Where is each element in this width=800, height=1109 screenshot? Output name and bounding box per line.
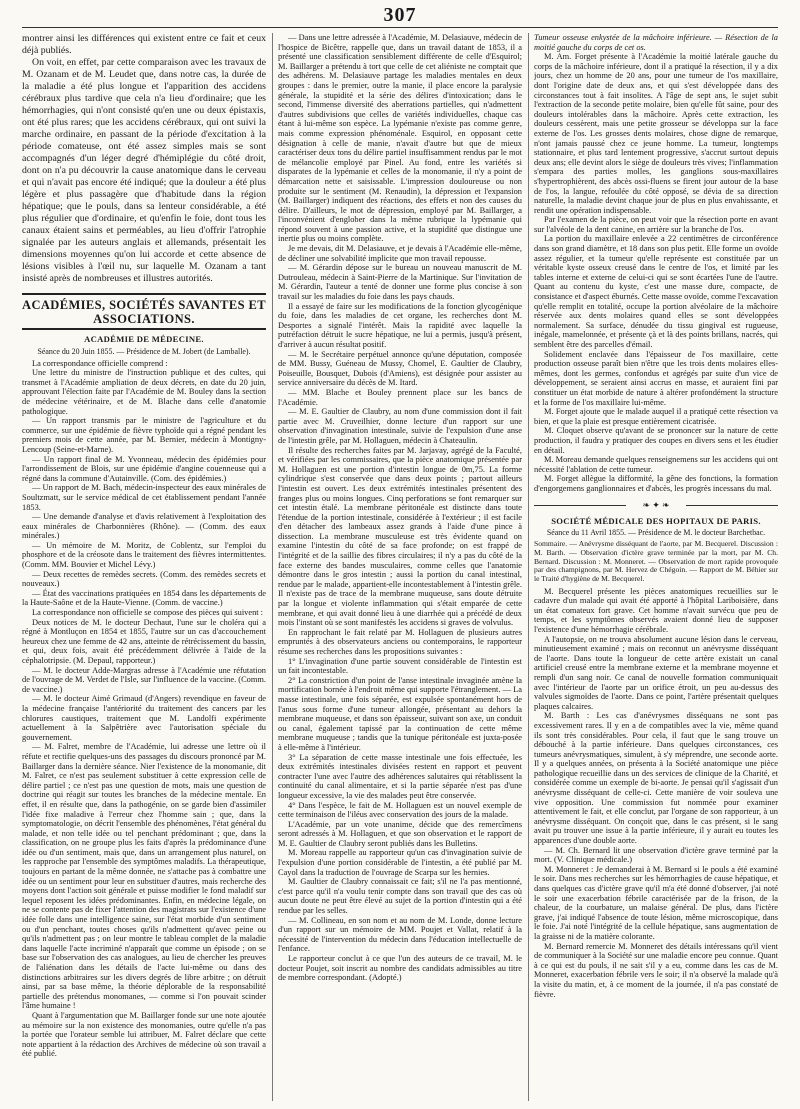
column-rule <box>528 33 529 1101</box>
column-middle <box>278 33 522 1101</box>
paragraph: 3° La séparation de cette masse intestinale une fois effectuée, les deux extrémités intestinales divisées restent en rapport et peuvent contracter l'une avec l'autre des adhérences salutaires qui rétablissent la continuité du canal alimentaire, et si la partie séparée n'est pas d'une longueur excessive, la vie des malades peut être conservée. <box>278 752 522 800</box>
paragraph: M. Cloquet observe qu'avant de se prononcer sur la nature de cette production, il faudra y pratiquer des coupes en divers sens et les étudier en détail. <box>534 426 778 455</box>
session-line: Séance du 20 Juin 1855. — Présidence de M. Jobert (de Lamballe). <box>37 346 251 356</box>
paragraph: — MM. Blache et Bouley prennent place sur les bancs de l'Académie. <box>278 387 522 407</box>
paragraph: M. Becquerel présente les pièces anatomiques recueillies sur le cadavre d'un malade qui avait été apporté à l'hôpital Lariboisière, dans un état comateux fort grave. Cet homme n'avait survécu que peu de temps, et les symptômes observés avaient donné lieu de supposer l'existence d'une hémorrhagie cérébrale. <box>534 586 778 634</box>
paragraph: — Un rapport final de M. Yvonneau, médecin des épidémies pour l'arrondissement de Blois, sur une épidémie d'angine couenneuse qui a régné dans la commune d'Autainville. (Com. des épidémies.) <box>22 454 266 483</box>
paragraph: M. Forget ajoute que le malade auquel il a pratiqué cette résection va bien, et que la plaie est presque entièrement cicatrisée. <box>534 407 778 426</box>
paragraph: En rapprochant le fait relaté par M. Hollaguen de plusieurs autres empruntés à des observateurs anciens ou contemporains, le rapporteur résume ses recherches dans les propositions suivantes : <box>278 627 522 656</box>
paragraph: — Deux recettes de remèdes secrets. (Comm. des remèdes secrets et nouveaux.) <box>22 569 266 589</box>
top-rule <box>22 27 778 28</box>
paragraph: La correspondance non officielle se compose des pièces qui suivent : <box>32 608 264 618</box>
paragraph-list <box>534 33 778 494</box>
paragraph: M. Gaultier de Claubry connaissait ce fait; s'il ne l'a pas mentionné, c'est parce qu'il n'a voulu tenir compte dans son travail que des cas où aucun doute ne peut être élevé au sujet de la portion d'intestin qui a été rendue par les selles. <box>278 877 522 916</box>
paragraph: Tumeur osseuse enkystée de la mâchoire inférieure. — Résection de la moitié gauche du corps de cet os. <box>534 33 778 52</box>
paragraph: — M. le Secrétaire perpétuel annonce qu'une députation, composée de MM. Bussy, Guéneau de Mussy, Chomel, E. Gaultier de Claubry, Poiseuille, Bousquet, Dubois (d'Amiens), est désignée pour assister au service anniversaire du décès de M. Itard. <box>278 349 522 388</box>
paragraph: Il résulte des recherches faites par M. Jarjavay, agrégé de la Faculté, et vérifiées par les commissaires, que la pièce anatomique présentée par M. Hollaguen est une portion d'intestin longue de 0m,75. La forme cylindrique s'est conservée que dans deux points ; partout ailleurs l'intestin est ouvert. Les deux extrémités intestinales présentent des franges plus ou moins longues. Cinq perforations se font remarquer sur cet intestin étalé. La membrane péritonéale est distincte dans toute l'étendue de la portion intestinale, considérée à l'extérieur ; il est facile d'en détacher des lambeaux assez grands à l'aide d'une pince à dissection. La membrane musculeuse est très évidente quand on examine l'intestin du côté de sa face profonde; on est frappé de l'intégrité et de la saillie des fibres circulaires; il n'y a pas du côté de la face externe des bandes musculaires, comme celles que l'anatomie démontre dans le gros intestin ; aussi la portion du canal intestinal, rendue par le malade, appartient-elle incontestablement à l'intestin grêle. Il n'existe pas de trace de la membrane muqueuse, sans doute détruite par la longue et violente inflammation qui s'était emparée de cette membrane, et qui avait donné lieu à une diarrhée qui a précédé de deux mois l'instant où se sont manifestés les accidens si graves de volvulus. <box>278 445 522 628</box>
paragraph: — M. Gérardin dépose sur le bureau un nouveau manuscrit de M. Dutrouleau, médecin à Saint-Pierre de la Martinique. Sur l'invitation de M. Gérardin, l'auteur a tenté de donner une forme plus concise à son travail sur les maladies du foie dans les pays chauds. <box>278 263 522 302</box>
column-rule <box>272 33 273 1101</box>
paragraph: Solidement enclavée dans l'épaisseur de l'os maxillaire, cette production osseuse paraît bien n'être que les trois dents molaires elles-mêmes, dont les germes, confondus et agrégés par suite d'un vice de développement, se seraient ainsi accrus en masse, et auraient fini par constituer un état morbide de nature à altérer profondément la structure et la forme de l'os maxillaire lui-même. <box>534 349 778 407</box>
paragraph: — Un rapport transmis par le ministre de l'agriculture et du commerce, sur une épidémie de fièvre typhoïde qui a régné pendant les premiers mois de cette année, par M. Bernier, médecin à Montigny-Lencoup (Seine-et-Marne). <box>22 416 266 454</box>
summary: Sommaire. — Anévrysme disséquant de l'aorte, par M. Becquerel. Discussion : M. Barth. — Observation d'ictère grave terminée par la mort, par M. Ch. Bernard. Discussion : M. Monneret. — Observation de mort rapide provoquée par des champignons, par M. Hervez de Chégoin. — Rapport de M. Béhier sur le Traité d'hygiène de M. Becquerel. <box>534 539 778 583</box>
paragraph: Deux notices de M. le docteur Dechaut, l'une sur le choléra qui a régné à Montluçon en 1854 et 1855, l'autre sur un cas d'accouchement heureux chez une femme de 42 ans, atteinte de rétrécissement du bassin, et qui, deux fois, avait été précédemment délivrée à l'aide de la céphalotripsie. (M. Depaul, rapporteur.) <box>22 617 266 665</box>
paragraph: — Un rapport de M. Bach, médecin-inspecteur des eaux minérales de Soultzmatt, sur le service médical de cet établissement pendant l'année 1853. <box>22 483 266 512</box>
paragraph: — M. Collineau, en son nom et au nom de M. Londe, donne lecture d'un rapport sur un mémoire de MM. Poujet et Vallat, relatif à la nécessité de l'intervention du médecin dans l'éducation intellectuelle de l'enfance. <box>278 915 522 954</box>
column-left <box>22 33 266 1101</box>
paragraph: — Une demande d'analyse et d'avis relativement à l'exploitation des eaux minérales de Charbonnières (Rhône). — (Comm. des eaux minérales.) <box>22 512 266 541</box>
paragraph: M. Am. Forget présente à l'Académie la moitié latérale gauche du corps de la mâchoire inférieure, dont il a pratiqué la résection, il y a dix jours, chez un homme de 20 ans, pour une tumeur de l'os maxillaire, dont l'origine date de deux ans, et qui s'est développée dans des circonstances tout à fait insolites. A l'âge de sept ans, le sujet subit l'extraction de la seconde petite molaire, bien qu'elle fût saine, pour des douleurs intolérables dans la mâchoire. Après cette extraction, les douleurs cessèrent, mais une petite grosseur se développa sur la face externe de l'os. Les grosses dents molaires, chose digne de remarque, n'ont jamais paussé chez ce jeune homme. La tumeur, longtemps stationnaire, et plus tard lentement progressive, s'accrut surtout depuis deux ans; elle devint alors le siège de douleurs très vives; l'inflammation s'empara des parties molles, les ganglions sous-maxillaires s'hypertrophièrent, des abcès ossi-fluens se firent jour autour de la base de l'os, la langue, refoulée du côté opposé, se dévia de sa direction naturelle, la maladie devint chaque jour de plus en plus envahissante, et rendit une opération indispensable. <box>534 52 778 215</box>
paragraph: — M. Ch. Bernard lit une observation d'ictère grave terminé par la mort. (V. Clinique médicale.) <box>534 845 778 865</box>
subsection-title: ACADÉMIE DE MÉDECINE. <box>84 334 204 344</box>
paragraph: La portion du maxillaire enlevée a 22 centimètres de circonférence dans son grand diamètre, et 18 dans son plus petit. Elle forme un ovoïde assez régulier, et la tumeur qu'elle représente est constituée par un véritable kyste osseux creusé dans le centre de l'os, et limité par les tables interne et externe de celui-ci qui se sont écartées l'une de l'autre. Quant au contenu du kyste, c'est une masse dure, compacte, de consistance et d'aspect éburnés. Cette masse ovoïde, comme l'excavation qu'elle remplit en totalité, occupe la portion alvéolaire de la mâchoire réservée aux dents molaires quand elles se sont développées normalement. Sa surface, dénudée du tissu gingival est rugueuse, inégale, mamelonnée, et présente çà et là des points brillans, nacrés, qui semblent être des parcelles d'émail. <box>534 234 778 349</box>
paragraph: 4° Dans l'espèce, le fait de M. Hollaguen est un nouvel exemple de cette terminaison de l'iléus avec conservation des jours de la malade. <box>278 800 522 820</box>
paragraph-list <box>278 33 522 983</box>
paragraph: — Dans une lettre adressée à l'Académie, M. Delasiauve, médecin de l'hospice de Bicêtre, rappelle que, dans un travail datant de 1853, il a présenté une classification sensiblement différente de celle d'Esquirol; M. Baillarger a prétendu à tort que celle de cet aliéniste ne comptait que des adhérens. M. Delasiauve partage les maladies mentales en deux groupes : dans le premier, outre la manie, il place encore la paralysie générale, la stupidité et la série des délires d'intoxication; dans le second, l'immense diversité des aberrations partielles, qui n'admettent d'autres subdivisions que celles de variétés individuelles, chaque cas étant à lui-même son espèce. La lypémanie n'existe pas comme genre, mais comme expression phénoménale. Esquirol, en opposant cette désignation à celle de manie, n'avait d'autre but que de mieux caractériser deux tons du délire partiel insuffisamment rendus par le mot de mélancolie employé par Pinel. Au fond, entre les variétés si disparates de la lypémanie et celles de la monomanie, il n'y a point de démarcation nette et saisissable. L'impression douloureuse ou non produite sur le sentiment (M. Renaudin), la dépression et l'expansion (M. Baillarger) indiquent des réactions, des effets et non des causes du délire. D'ailleurs, le mot de dépression, employé par M. Baillarger, a l'inconvénient d'englober dans la même rubrique la lypémanie qui répond souvent à une passion active, et la stupidité que distingue une inertie plus ou moins complète. <box>278 33 522 244</box>
paragraph: montrer ainsi les différences qui existent entre ce fait et ceux déjà publiés. <box>22 33 266 56</box>
section-title: ACADÉMIES, SOCIÉTÉS SAVANTES ET ASSOCIATIONS. <box>22 293 266 330</box>
paragraph: — M. Falret, membre de l'Académie, lui adresse une lettre où il réfute et rectifie quelques-uns des passages du discours prononcé par M. Baillarger dans la dernière séance. Nier l'existence de la monomanie, dit M. Falret, ce n'est pas seulement substituer à cette expression celle de délire partiel ; ce n'est pas une question de mots, mais une question de doctrine qui réagit sur toutes les branches de la médecine mentale. En effet, il en résulte que, dans la pathogénie, on se garde bien d'assimiler l'idée fixe maladive à l'erreur chez l'homme sain ; que, dans la symptomatologie, on décrit l'ensemble des phénomènes, l'état général du malade, et non telle idée ou tel penchant prédominant ; que, dans la classification, on ne groupe plus les faits d'après la prédominance d'une idée ou d'un sentiment, mais que, dans un arrangement plus naturel, on les rapproche par l'ensemble des symptômes maladifs. La thérapeutique, toujours en partant de la même donnée, ne s'attache pas à combattre une idée ou un sentiment pour leur en substituer d'autres, mais recherche des moyens dont l'action soit générale et puisse modifier le fond maladif sur lequel reposent les idées prédominantes. Enfin, en médecine légale, on ne se contente pas de fixer l'attention des magistrats sur l'existence d'une idée folle dans une intelligence saine, sur l'état morbide d'un sentiment ou d'un penchant, toutes choses qu'ils n'admettent qu'avec peine ou qu'ils n'admettent pas ; on leur montre le tableau complet de la maladie dans laquelle l'acte incriminé n'apparaît que comme un épisode ; on se base sur l'observation des cas analogues, au lieu de chercher les preuves de l'aliénation dans les détails de l'acte lui-même ou dans des distinctions arbitraires sur les divers degrés de libre arbitre ; on détruit ainsi, par sa base même, la théorie déplorable de la responsabilité partielle des prétendus monomanes, — comme si l'on pouvait scinder l'âme humaine ! <box>22 742 266 1011</box>
paragraph: — M. E. Gaultier de Claubry, au nom d'une commission dont il fait partie avec M. Cruveilhier, donne lecture d'un rapport sur une observation d'invagination intestinale, suivie de l'expulsion d'une anse de l'intestin grêle, par M. Hollaguen, médecin à Chateaulin. <box>278 407 522 445</box>
paragraph: — M. le docteur Adde-Margras adresse à l'Académie une réfutation de l'ouvrage de M. Verdet de l'Isle, sur l'influence de la vaccine. (Comm. de vaccine.) <box>22 665 266 694</box>
paragraph: M. Barth : Les cas d'anévrysmes disséquans ne sont pas excessivement rares. Il y en a de compatibles avec la vie, même quand ils sont très considérables. Pour cela, il faut que le sang trouve un débouché à la partie inférieure. Dans quelques circonstances, ces tumeurs anévrysmatiques, simulent, à s'y méprendre, une seconde aorte. Il y a quelques années, on présenta à la Société anatomique une pièce pathologique recueillie dans un des services de clinique de la Charité, et considérée comme un exemple de bi-aorte. Je pensai qu'il s'agissait d'un anévrysme disséquant de celle-ci. Cette manière de voir souleva une vive opposition. Une commission fut nommée pour examiner attentivement le fait, et elle conclut, par l'organe de son rapporteur, à un anévrysme disséquant. On conçoit que, dans le cas présent, si le sang avait pu trouver une issue à la partie inférieure, il y aurait eu toutes les apparences d'une double aorte. <box>534 711 778 846</box>
paragraph: On voit, en effet, par cette comparaison avec les travaux de M. Ozanam et de M. Leudet que, dans notre cas, la durée de la maladie a été plus longue et l'apparition des accidens cérébraux plus tardive que cela n'a lieu d'ordinaire; que les hémorrhagies, qui n'ont consisté qu'en une ou deux épistaxis, ont été plus rares; que les accidens cérébraux, qui ont suivi la marche ordinaire, en passant de la période d'excitation à la période comateuse, ont été assez simples mais se sont accompagnés d'un léger degré d'hémiplégie du côté droit, dont on n'a pu découvrir la cause anatomique dans le cerveau et qui n'avait pas encore été indiqué; que la douleur a été plus légère et plus passagère que d'habitude dans la région hépatique; que le pouls, dans sa lenteur considérable, a été plus régulier que d'ordinaire, et qu'enfin le foie, dont tous les canaux étaient sains et perméables, au lieu d'offrir l'atrophie signalée par les auteurs anglais et allemands, présentait les dimensions moyennes qu'on lui accorde et cette absence de lésions visibles à l'œil nu, sur laquelle M. Ozanam a tant insisté après de nombreuses et illustres autorités. <box>22 57 266 284</box>
paragraph: — Un mémoire de M. Moritz, de Coblentz, sur l'emploi du phosphore et de la créosote dans le traitement des fièvres intermittentes. (Comm. MM. Bouvier et Michel Lévy.) <box>22 540 266 570</box>
session-line: Séance du 11 Avril 1855. — Présidence de M. le docteur Barchetbac. <box>546 528 766 538</box>
paragraph: — État des vaccinations pratiquées en 1854 dans les départements de la Haute-Saône et de la Haute-Vienne. (Comm. de vaccine.) <box>22 588 266 608</box>
paragraph: L'Académie, par un vote unanime, décide que des remercîmens seront adressés à M. Hollaguen, et que son observation et le rapport de M. E. Gaultier de Claubry seront publiés dans les Bulletins. <box>278 819 522 848</box>
paragraph: Par l'examen de la pièce, on peut voir que la résection porte en avant sur l'alvéole de la dent canine, en arrière sur la branche de l'os. <box>534 215 778 234</box>
paragraph: M. Moreau rappelle au rapporteur qu'un cas d'invagination suivie de l'expulsion d'une portion considérable de l'intestin, a été publié par M. Cayol dans la traduction de l'ouvrage de Scarpa sur les hernies. <box>278 848 522 877</box>
column-right <box>534 33 778 1101</box>
paragraph: M. Moreau demande quelques renseignemens sur les accidens qui ont nécessité l'ablation de cette tumeur. <box>534 455 778 474</box>
paragraph-list <box>22 359 266 1059</box>
paragraph: Le rapporteur conclut à ce que l'un des auteurs de ce travail, M. le docteur Poujet, soit inscrit au nombre des candidats admissibles au titre de membre correspondant. (Adopté.) <box>278 954 522 983</box>
paragraph-list <box>534 587 778 1000</box>
page-number: 307 <box>383 4 417 26</box>
section-title: SOCIÉTÉ MÉDICALE DES HOPITAUX DE PARIS. <box>551 515 761 526</box>
paragraph: 2° La constriction d'un point de l'anse intestinale invaginée amène la mortification bornée à l'endroit même qui supporte l'étranglement. — La masse intestinale, une fois séparée, est expulsée spontanément hors de l'anus sous forme d'une tumeur allongée, présentant au dehors la membrane muqueuse, et dans son épaisseur, suivant son axe, un conduit ou canal, également tapissé par la continuation de cette même membrane muqueuse ; tandis que la tunique péritonéale est juxta-posée à elle-même à l'intérieur. <box>278 675 522 752</box>
paragraph: M. Bernard remercie M. Monneret des détails intéressans qu'il vient de communiquer à la Société sur une maladie encore peu connue. Quant à ce qui est du pouls, il ne sait s'il y a eu, comme dans les cas de M. Monneret, exacerbation fébrile vers le soir; il n'a observé la malade qu'à la visite du matin, et, à ce moment de la journée, il n'a pas constaté de fièvre. <box>534 941 778 999</box>
ornament-divider: ❧ ✦ ❧ <box>534 500 778 512</box>
paragraph: — M. le docteur Aimé Grimaud (d'Angers) revendique en faveur de la médecine française l'antériorité du traitement des cancers par les chlorures caustiques, traitement que M. Landolfi expérimente actuellement à la Salpêtrière avec l'autorisation spéciale du gouvernement. <box>22 694 266 742</box>
paragraph: 1° L'invagination d'une partie souvent considérable de l'intestin est un fait incontestable. <box>278 656 522 676</box>
paragraph: A l'autopsie, on ne trouva absolument aucune lésion dans le cerveau, minutieusement examiné ; mais on reconnut un anévrysme disséquant de l'aorte. Dans toute la longueur de cette artère existait un canal artificiel creusé entre la membrane externe et la membrane moyenne et rempli d'un sang noir. Ce canal de nouvelle formation communiquait avec l'intérieur de l'aorte par un orifice étroit, un peu au-dessus des valvules sigmoïdes de l'aorte. Dans ce point, l'artère présentait quelques plaques calcaires. <box>534 634 778 711</box>
paragraph: Une lettre du ministre de l'instruction publique et des cultes, qui transmet à l'Académie ampliation de deux décrets, en date du 20 juin, approuvant l'élection faite par l'Académie de M. Bouley dans la section de médecine vétérinaire, et de M. Blache dans celle d'anatomie pathologique. <box>22 368 266 416</box>
paragraph: M. Forget allègue la difformité, la gêne des fonctions, la formation d'engorgemens ganglionnaires et d'abcès, les progrès incessans du mal. <box>534 474 778 493</box>
paragraph: M. Monneret : Je demanderai à M. Bernard si le pouls a été examiné le soir. Dans mes recherches sur les hémorrhagies de cause hépatique, et dans quelques cas d'ictère grave qu'il m'a été donné d'observer, j'ai noté le soir une exacerbation fébrile caractérisée par de la frison, de la chaleur, de la courbature, un malaise général. De plus, dans l'ictère grave, j'ai indiqué l'absence de toute lésion, même microscopique, dans le foie. J'ai noté l'intégrité de la cellule hépatique, sans augmentation de la graisse ni de la matière colorante. <box>534 864 778 941</box>
paragraph: Il a essayé de faire sur les modifications de la fonction glycogénique du foie, dans les maladies de cet organe, les recherches dont M. Desportes a signalé l'intérêt. Mais la rapidité avec laquelle la putréfaction détruit le sucre hépatique, ne lui a permis, jusqu'à présent, d'arriver à aucun résultat positif. <box>278 301 522 349</box>
paragraph: Quant à l'argumentation que M. Baillarger fonde sur une note ajoutée au mémoire sur la non existence des monomanies, outre qu'elle n'a pas la portée que l'orateur semble lui attribuer, M. Falret déclare que cette note appartient à la rédaction des Archives de médecine où son travail a été publié. <box>22 1010 266 1059</box>
paragraph: Je me devais, dit M. Delasiauve, et je devais à l'Académie elle-même, de décliner une solvabilité implicite que mon travail repousse. <box>278 244 522 263</box>
paragraph: La correspondance officielle comprend : <box>32 358 168 368</box>
